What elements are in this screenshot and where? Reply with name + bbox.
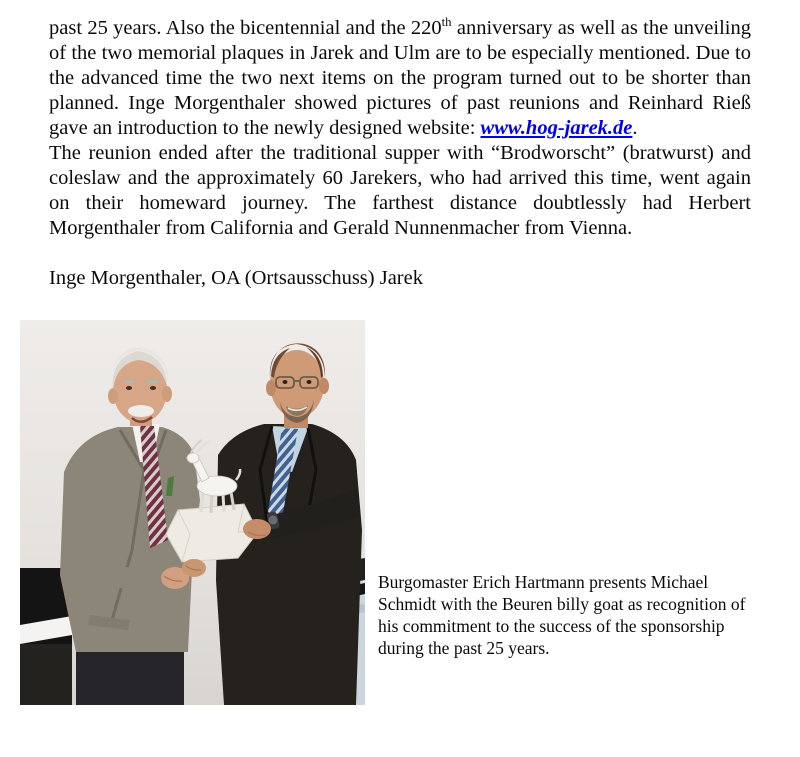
paragraph-2: The reunion ended after the traditional supper with “Brodworscht” (bratwurst) and coleslaw and the approximately 60 Jarekers, who had arrived this time, went again on their homeward journey. The farthest distance doubtlessly had Herbert Morgenthaler from California and Gerald Nunnenmacher from Vienna.: [49, 142, 751, 239]
p1-text-c: .: [632, 117, 638, 139]
p1-ordinal-superscript: th: [441, 15, 452, 30]
p1-text-b: anniversary as well as the unveiling of the two memorial plaques in Jarek and Ulm are to be especially mentioned. Due to the advanced time the two next items on the program turned out to be shorter than planned. Inge Morgenthaler showed pictures of past reunions and Reinhard Rieß gave an introduction to the newly designed website:: [49, 17, 751, 139]
website-link[interactable]: www.hog-jarek.de: [480, 117, 633, 139]
paragraph-1: [49, 16, 751, 141]
figure-row: [20, 320, 751, 705]
p1-text-a: past 25 years. Also the bicentennial and the 220: [49, 17, 442, 39]
photo-caption: Burgomaster Erich Hartmann presents Michael Schmidt with the Beuren billy goat as recognition of his commitment to the success of the sponsorship during the past 25 years.: [378, 572, 746, 658]
award-photo: [20, 320, 365, 705]
signature-line: Inge Morgenthaler, OA (Ortsausschuss) Jarek: [49, 267, 423, 289]
